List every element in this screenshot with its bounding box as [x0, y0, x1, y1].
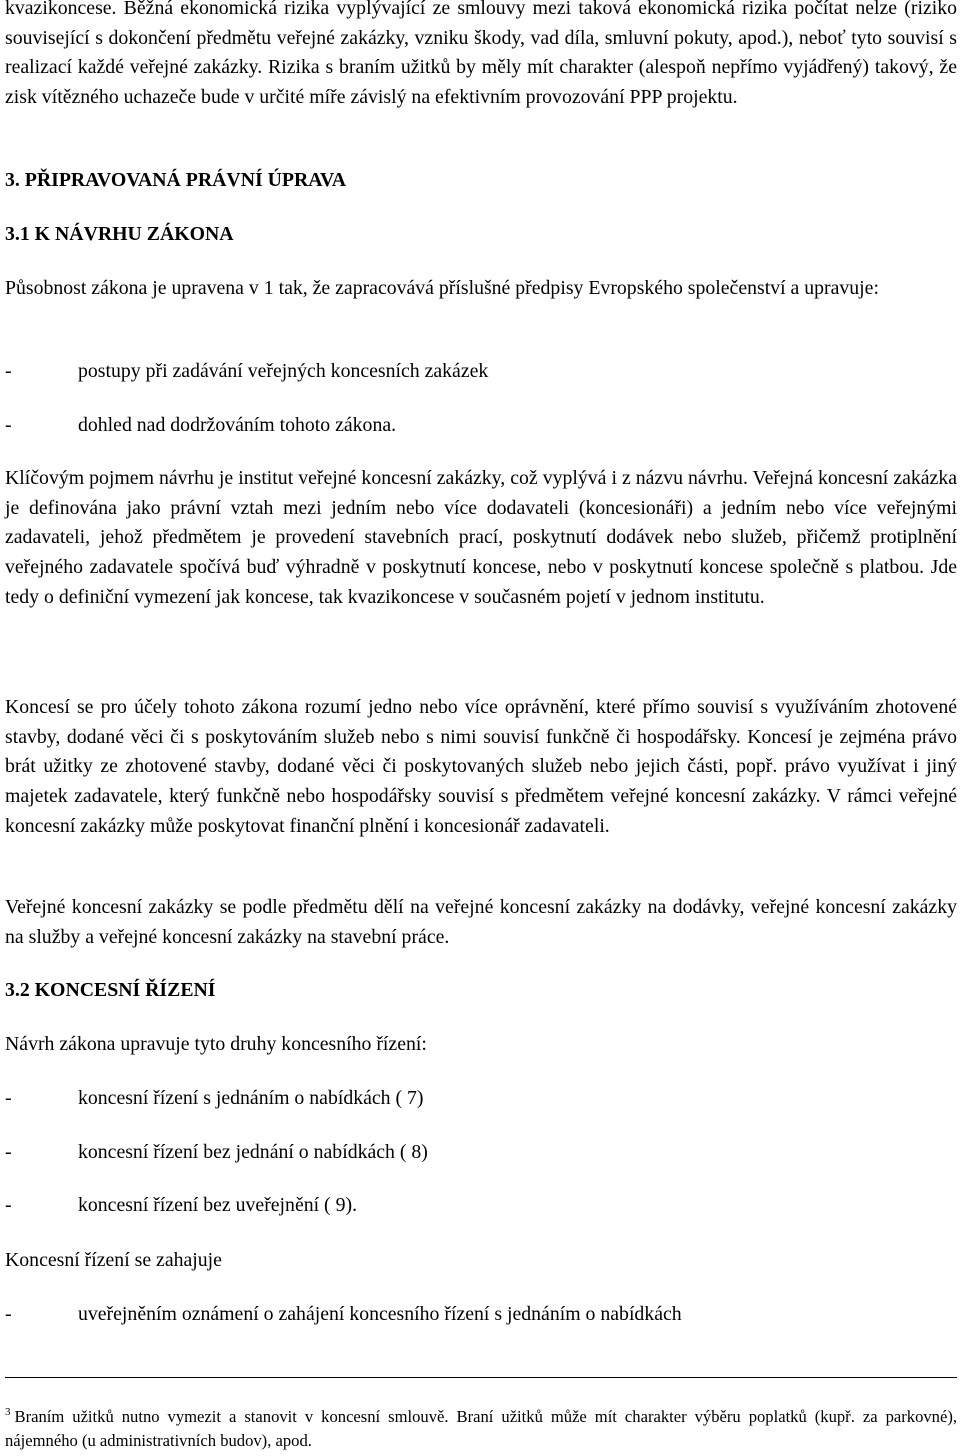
- list-item-text: koncesní řízení bez jednání o nabídkách ( 8): [78, 1140, 428, 1163]
- key-concept-paragraph: Klíčovým pojmem návrhu je institut veřejné koncesní zakázky, což vyplývá i z názvu návrhu. Veřejná koncesní zakázka je definována jako právní vztah mezi jedním nebo více dodavateli (koncesionáři) a jedním nebo více veřejnými zadavateli, jehož předmětem je provedení stavebních prací, poskytnutí dodávek nebo služeb, přičemž protiplnění veřejného zadavatele spočívá buď výhradně v poskytnutí koncese, nebo v poskytnutí koncese společně s platbou. Jde tedy o definiční vymezení jak koncese, tak kvazikoncese v současném pojetí v jednom institutu.: [5, 467, 957, 608]
- list-dash: -: [5, 413, 12, 436]
- list-item: [5, 1191, 957, 1221]
- start-list: [5, 1300, 957, 1330]
- list-item-text: koncesní řízení s jednáním o nabídkách ( 7): [78, 1087, 424, 1109]
- start-intro: Koncesní řízení se zahajuje: [5, 1249, 222, 1271]
- list-item: [5, 411, 957, 441]
- division-paragraph: Veřejné koncesní zakázky se podle předmětu dělí na veřejné koncesní zakázky na dodávky, veřejné koncesní zakázky na služby a veřejné koncesní zakázky na stavební práce.: [5, 896, 957, 948]
- intro-paragraph: kvazikoncese. Běžná ekonomická rizika vyplývající ze smlouvy mezi taková ekonomická rizika počítat nelze (riziko související s dokončení předmětu veřejné zakázky, vzniku škody, vad díla, smluvní pokuty, apod.), neboť tyto souvisí s realizací každé veřejné zakázky. Rizika s braním užitků by měly mít charakter (alespoň nepřímo vyjádřený) takový, že zisk vítězného uchazeče bude v určité míře závislý na efektivním provozování PPP projektu.: [5, 0, 957, 109]
- list-item-text: postupy při zadávání veřejných koncesních zakázek: [78, 360, 489, 382]
- list-dash: -: [5, 1087, 12, 1109]
- section-heading-3-2: 3.2 KONCESNÍ ŘÍZENÍ: [5, 979, 216, 1001]
- footnote: [5, 1405, 957, 1453]
- list-item-text: uveřejněním oznámení o zahájení koncesního řízení s jednáním o nabídkách: [78, 1303, 682, 1325]
- procedure-intro: Návrh zákona upravuje tyto druhy koncesního řízení:: [5, 1033, 427, 1055]
- footnote-text: Braním užitků nutno vymezit a stanovit v koncesní smlouvě. Braní užitků může mít charakter výběru poplatků (kupř. za parkovné), nájemného (u administrativních budov), apod.: [5, 1407, 957, 1450]
- list-item-text: dohled nad dodržováním tohoto zákona.: [78, 413, 397, 436]
- procedure-list: [5, 1084, 957, 1221]
- scope-list: [5, 357, 957, 440]
- list-dash: -: [5, 1303, 12, 1325]
- footnote-number: 3: [5, 1406, 11, 1419]
- list-item: [5, 1084, 957, 1114]
- list-item-text: koncesní řízení bez uveřejnění ( 9).: [78, 1194, 358, 1217]
- list-item: [5, 1138, 957, 1168]
- list-item: [5, 1300, 957, 1330]
- section-heading-3: 3. PŘIPRAVOVANÁ PRÁVNÍ ÚPRAVA: [5, 169, 347, 191]
- concession-paragraph: Koncesí se pro účely tohoto zákona rozumí jedno nebo více oprávnění, které přímo souvisí s využíváním zhotovené stavby, dodané věci či s poskytováním služeb nebo s nimi souvisí funkčně či hospodářsky. Koncesí je zejména právo brát užitky ze zhotovené stavby, dodané věci či poskytovaných služeb nebo jejich části, popř. právo využívat i jiný majetek zadavatele, který funkčně nebo hospodářsky souvisí s předmětem veřejné koncesní zakázky. V rámci veřejné koncesní zakázky může poskytovat finanční plnění i koncesionář zadavateli.: [5, 696, 957, 837]
- list-item: [5, 357, 957, 387]
- section-heading-3-1: 3.1 K NÁVRHU ZÁKONA: [5, 223, 234, 245]
- list-dash: -: [5, 360, 12, 382]
- scope-paragraph: Působnost zákona je upravena v 1 tak, že zapracovává příslušné předpisy Evropského společenství a upravuje:: [5, 277, 879, 299]
- list-dash: -: [5, 1140, 12, 1163]
- list-dash: -: [5, 1194, 12, 1217]
- footnote-separator: [5, 1377, 957, 1378]
